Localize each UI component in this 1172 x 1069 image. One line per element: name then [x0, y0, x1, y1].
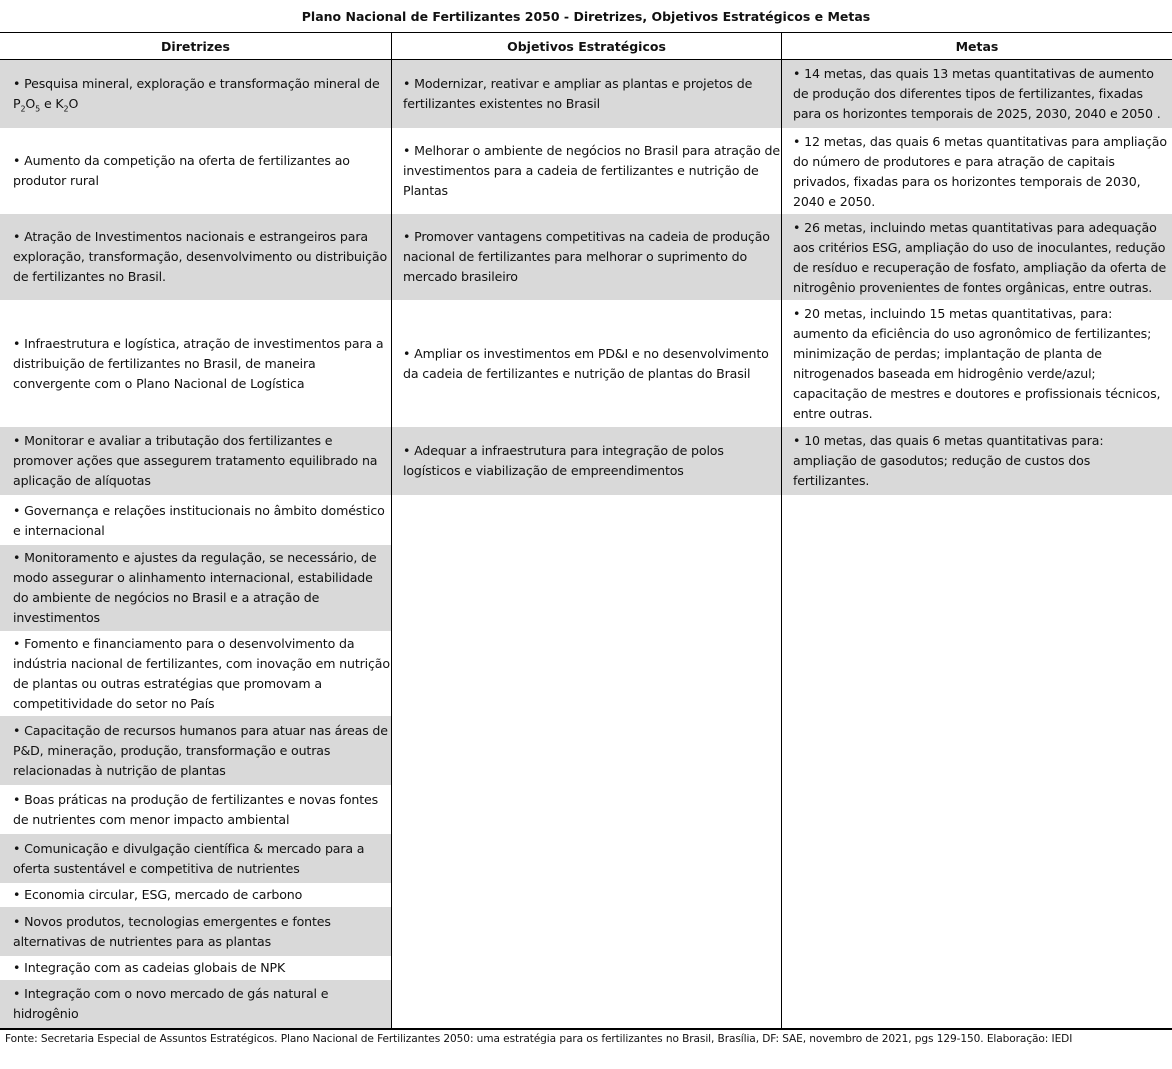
- diretriz-cell: • Governança e relações institucionais no âmbito doméstico e internacional: [13, 502, 385, 538]
- meta-cell: • 26 metas, incluindo metas quantitativas para adequação aos critérios ESG, ampliação do uso de inoculantes, redução de resíduo e recuperação de fosfato, ampliação da oferta de nitrogênio provenientes de fontes orgânicas, entre outras.: [793, 220, 1167, 295]
- diretriz-cell: • Novos produtos, tecnologias emergentes e fontes alternativas de nutrientes para as plantas: [13, 913, 331, 949]
- column-divider: [781, 33, 782, 1029]
- meta-cell: • 14 metas, das quais 13 metas quantitativas de aumento de produção dos diferentes tipos de fertilizantes, fixadas para os horizontes temporais de 2025, 2030, 2040 e 2050 .: [793, 66, 1161, 121]
- diretriz-cell: • Capacitação de recursos humanos para atuar nas áreas de P&D, mineração, produção, transformação e outras relacionadas à nutrição de plantas: [13, 722, 388, 778]
- diretriz-cell: • Boas práticas na produção de fertilizantes e novas fontes de nutrientes com menor impacto ambiental: [13, 791, 379, 827]
- objetivo-cell: • Adequar a infraestrutura para integração de polos logísticos e viabilização de empreendimentos: [403, 443, 724, 478]
- meta-cell: • 10 metas, das quais 6 metas quantitativas para: ampliação de gasodutos; redução de custos dos fertilizantes.: [793, 433, 1104, 488]
- bottom-rule: [0, 1028, 1172, 1030]
- source-note: Fonte: Secretaria Especial de Assuntos Estratégicos. Plano Nacional de Fertilizantes 2050: uma estratégia para os fertilizantes no Brasil, Brasília, DF: SAE, novembro de 2021, pgs 129-150. Elaboração: IEDI: [5, 1033, 1073, 1045]
- diretriz-cell: [13, 60, 389, 128]
- meta-cell: • 20 metas, incluindo 15 metas quantitativas, para: aumento da eficiência do uso agronômico de fertilizantes; minimização de perdas; implantação de planta de nitrogenados baseada em hidrogênio verde/azul; capacitação de mestres e doutores e profissionais técnicos, entre outras.: [793, 306, 1161, 421]
- diretriz-cell: • Infraestrutura e logística, atração de investimentos para a distribuição de fertilizantes no Brasil, de maneira convergente com o Plano Nacional de Logística: [13, 335, 384, 391]
- header-diretrizes: Diretrizes: [161, 39, 230, 54]
- diretriz-cell: • Fomento e financiamento para o desenvolvimento da indústria nacional de fertilizantes, com inovação em nutrição de plantas ou outras estratégias que promovam a competitividade do setor no País: [13, 635, 390, 711]
- meta-cell: • 12 metas, das quais 6 metas quantitativas para ampliação do número de produtores e para atração de capitais privados, fixadas para os horizontes temporais de 2030, 2040 e 2050.: [793, 134, 1167, 209]
- diretriz-cell: • Comunicação e divulgação científica & mercado para a oferta sustentável e competitiva de nutrientes: [13, 840, 365, 876]
- diretriz-text: • Pesquisa mineral, exploração e transformação mineral de $P_2O_5$ e $K_2O$: [13, 76, 380, 114]
- diretriz-cell: • Monitoramento e ajustes da regulação, se necessário, de modo assegurar o alinhamento internacional, estabilidade do ambiente de negócios no Brasil e a atração de investimentos: [13, 550, 377, 625]
- diretriz-cell: • Monitorar e avaliar a tributação dos fertilizantes e promover ações que assegurem tratamento equilibrado na aplicação de alíquotas: [13, 433, 378, 488]
- header-objetivos: Objetivos Estratégicos: [507, 39, 666, 54]
- diretriz-cell: • Economia circular, ESG, mercado de carbono: [13, 887, 303, 902]
- objetivo-cell: • Melhorar o ambiente de negócios no Brasil para atração de investimentos para a cadeia de fertilizantes e nutrição de Plantas: [403, 143, 780, 198]
- diretriz-cell: • Aumento da competição na oferta de fertilizantes ao produtor rural: [13, 153, 350, 188]
- diretriz-cell: • Atração de Investimentos nacionais e estrangeiros para exploração, transformação, desenvolvimento ou distribuição de fertilizantes no Brasil.: [13, 229, 388, 284]
- top-rule: [0, 32, 1172, 33]
- table-title: Plano Nacional de Fertilizantes 2050 - Diretrizes, Objetivos Estratégicos e Metas: [301, 9, 871, 24]
- header-metas: Metas: [955, 39, 999, 54]
- diretriz-cell: • Integração com as cadeias globais de NPK: [13, 960, 286, 975]
- objetivo-cell: • Modernizar, reativar e ampliar as plantas e projetos de fertilizantes existentes no Brasil: [403, 76, 753, 111]
- objetivo-cell: • Ampliar os investimentos em PD&I e no desenvolvimento da cadeia de fertilizantes e nutrição de plantas do Brasil: [403, 345, 769, 381]
- column-divider: [391, 33, 392, 1029]
- objetivo-cell: • Promover vantagens competitivas na cadeia de produção nacional de fertilizantes para melhorar o suprimento do mercado brasileiro: [403, 229, 770, 284]
- diretriz-cell: • Integração com o novo mercado de gás natural e hidrogênio: [13, 986, 329, 1021]
